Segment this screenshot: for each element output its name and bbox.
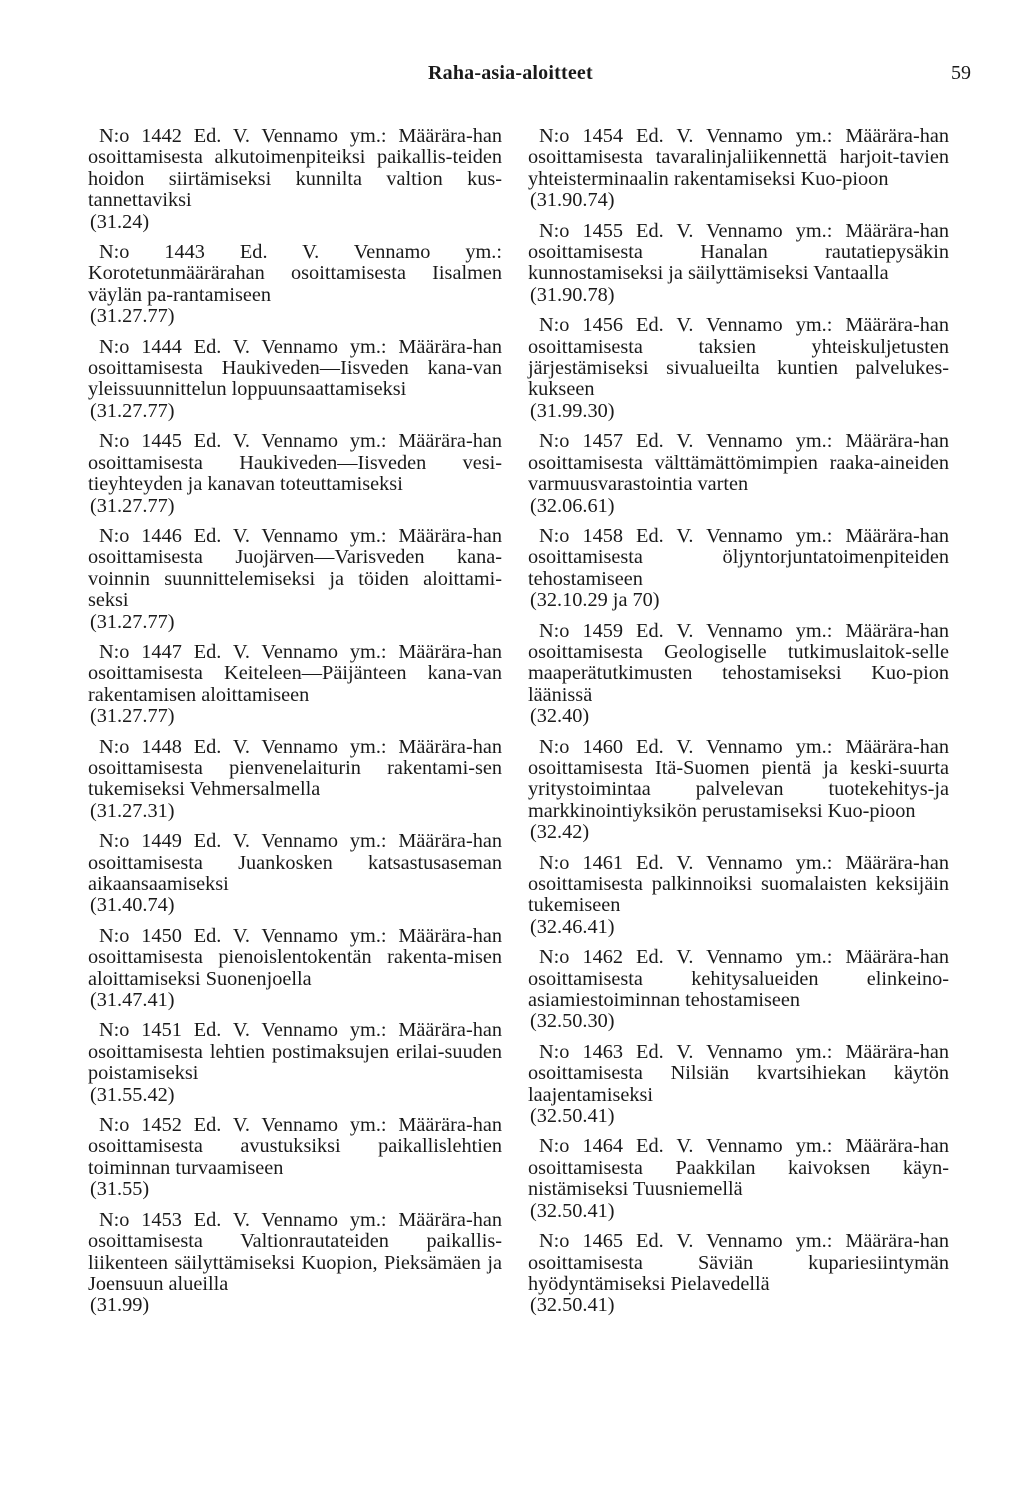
budget-code: (31.90.78) [530, 283, 615, 306]
motion-entry [88, 526, 502, 633]
motion-heading: N:o 1461 Ed. V. Vennamo ym.: Määrära- [539, 851, 920, 874]
motion-heading: N:o 1444 Ed. V. Vennamo ym.: Määrära- [99, 335, 473, 358]
motion-body: määrärahan osoittamisesta Iisalmen väylän pa-rantamiseen [88, 262, 502, 306]
motion-text [88, 737, 502, 801]
motion-text [528, 526, 949, 590]
budget-code: (31.27.77) [90, 399, 175, 422]
motion-entry [528, 1136, 949, 1222]
left-column [88, 126, 502, 1326]
motion-entry [88, 926, 502, 1012]
motion-body: han osoittamisesta taksien yhteiskuljetusten järjestämiseksi sivualueilta kuntien palvelukes-kukseen [528, 314, 949, 401]
motion-entry [528, 315, 949, 422]
motion-heading: N:o 1447 Ed. V. Vennamo ym.: Määrära- [99, 640, 473, 663]
motion-body: han osoittamisesta Säviän kupariesiintymän hyödyntämiseksi Pielavedellä [528, 1230, 949, 1295]
motion-heading: N:o 1457 Ed. V. Vennamo ym.: Määrära- [539, 430, 920, 453]
motion-text [528, 621, 949, 707]
motion-text [88, 642, 502, 706]
motion-text [528, 853, 949, 917]
motion-entry [528, 431, 949, 517]
budget-code: (32.50.41) [530, 1199, 615, 1222]
motion-body: han osoittamisesta Nilsiän kvartsihiekan käytön laajentamiseksi [528, 1040, 949, 1106]
budget-code: (31.27.77) [90, 610, 175, 633]
motion-text [528, 1136, 949, 1200]
motion-body: han osoittamisesta palkinnoiksi suomalaisten keksijäin tukemiseen [528, 851, 949, 917]
budget-code: (31.55.42) [90, 1083, 175, 1106]
motion-entry [528, 621, 949, 728]
motion-body: han osoittamisesta alkutoimenpiteiksi paikallis-teiden hoidon siirtämiseksi kunnilta valtion kus-tannettaviksi [88, 125, 502, 212]
motion-entry [88, 1020, 502, 1106]
motion-heading: N:o 1456 Ed. V. Vennamo ym.: Määrära- [539, 314, 920, 337]
motion-heading: N:o 1454 Ed. V. Vennamo ym.: Määrära- [539, 125, 920, 147]
motion-body: han osoittamisesta Keiteleen—Päijänteen kana-van rakentamisen aloittamiseen [88, 640, 502, 706]
budget-code: (31.27.77) [90, 705, 175, 728]
budget-code: (31.99.30) [530, 399, 615, 422]
motion-body: han osoittamisesta öljyntorjuntatoimenpiteiden tehostamiseen [528, 524, 949, 590]
motion-text [88, 831, 502, 895]
budget-code: (32.50.41) [530, 1294, 615, 1317]
motion-heading: N:o 1451 Ed. V. Vennamo ym.: Määrära- [99, 1019, 473, 1042]
motion-text [88, 1115, 502, 1179]
motion-heading: N:o 1459 Ed. V. Vennamo ym.: Määrära- [539, 619, 920, 642]
motion-entry [528, 737, 949, 844]
motion-text [88, 431, 502, 495]
motion-entry [88, 431, 502, 517]
motion-entry [88, 126, 502, 233]
budget-code: (31.27.77) [90, 305, 175, 328]
motion-heading: N:o 1458 Ed. V. Vennamo ym.: Määrära- [539, 524, 920, 547]
motion-heading: N:o 1446 Ed. V. Vennamo ym.: Määrära- [99, 524, 473, 547]
budget-code: (32.50.30) [530, 1010, 615, 1033]
motion-body: han osoittamisesta kehitysalueiden elinkeino-asiamiestoiminnan tehostamiseen [528, 946, 949, 1012]
budget-code: (31.47.41) [90, 989, 175, 1012]
motion-entry [528, 1042, 949, 1128]
motion-text [88, 337, 502, 401]
motion-body: han osoittamisesta pienoislentokentän rakenta-misen aloittamiseksi Suonenjoella [88, 924, 502, 990]
motion-text [88, 126, 502, 212]
motion-text [88, 1020, 502, 1084]
motion-body: han osoittamisesta Juankosken katsastusaseman aikaansaamiseksi [88, 830, 502, 895]
motion-text [528, 221, 949, 285]
budget-code: (32.42) [530, 821, 590, 844]
motion-body: han osoittamisesta Itä-Suomen pientä ja keski-suurta yritystoimintaa palvelevan tuotekehitys-ja markkinointiyksikön perustamiseksi Kuo-pioon [528, 735, 949, 822]
budget-code: (32.40) [530, 705, 590, 728]
budget-code: (31.24) [90, 210, 150, 233]
budget-code: (31.99) [90, 1294, 150, 1317]
motion-heading: N:o 1453 Ed. V. Vennamo ym.: Määrära- [99, 1208, 473, 1231]
motion-entry [528, 1231, 949, 1317]
motion-entry [88, 737, 502, 823]
motion-text [88, 526, 502, 612]
motion-text [528, 1042, 949, 1106]
budget-code: (32.10.29 ja 70) [530, 589, 660, 612]
motion-body: han osoittamisesta Juojärven—Varisveden kana-voinnin suunnittelemiseksi ja töiden aloittami-seksi [88, 524, 502, 612]
motion-heading: N:o 1449 Ed. V. Vennamo ym.: Määrära- [99, 830, 473, 853]
motion-text [528, 315, 949, 401]
budget-code: (32.46.41) [530, 915, 615, 938]
budget-code: (31.27.31) [90, 799, 175, 822]
motion-entry [528, 526, 949, 612]
motion-heading: N:o 1463 Ed. V. Vennamo ym.: Määrära- [539, 1040, 920, 1063]
motion-body: han osoittamisesta Paakkilan kaivoksen käyn-nistämiseksi Tuusniemellä [528, 1135, 949, 1201]
motion-body: han osoittamisesta tavaralinjaliikennettä harjoit-tavien yhteisterminaalin rakentamiseksi Kuo-pioon [528, 125, 949, 190]
motion-body: han osoittamisesta Haukiveden—Iisveden vesi-tieyhteyden ja kanavan toteuttamiseksi [88, 430, 502, 496]
motion-heading: N:o 1445 Ed. V. Vennamo ym.: Määrära- [99, 430, 473, 453]
motion-entry [528, 853, 949, 939]
motion-body: han osoittamisesta Geologiselle tutkimuslaitok-selle maaperätutkimusten tehostamiseksi Kuo-pion läänissä [528, 619, 949, 706]
motion-heading: N:o 1452 Ed. V. Vennamo ym.: Määrära- [99, 1114, 473, 1137]
budget-code: (31.55) [90, 1178, 150, 1201]
budget-code: (32.50.41) [530, 1105, 615, 1128]
motion-text [88, 926, 502, 990]
right-column [528, 126, 949, 1326]
motion-entry [88, 337, 502, 423]
motion-text [88, 1210, 502, 1296]
motion-body: han osoittamisesta Valtionrautateiden paikallis-liikenteen säilyttämiseksi Kuopion, Pieksämäen ja Joensuun alueilla [88, 1208, 502, 1295]
budget-code: (31.40.74) [90, 894, 175, 917]
motion-heading: N:o 1462 Ed. V. Vennamo ym.: Määrära- [539, 946, 920, 969]
motion-heading: N:o 1448 Ed. V. Vennamo ym.: Määrära- [99, 735, 473, 758]
motion-entry [528, 221, 949, 307]
motion-heading: N:o 1455 Ed. V. Vennamo ym.: Määrära- [539, 219, 920, 242]
motion-entry [88, 1115, 502, 1201]
motion-entry [88, 1210, 502, 1317]
budget-code: (32.06.61) [530, 494, 615, 517]
motion-heading: N:o 1442 Ed. V. Vennamo ym.: Määrära- [99, 125, 473, 147]
motion-entry [88, 242, 502, 328]
motion-text [88, 242, 502, 306]
motion-body: han osoittamisesta avustuksiksi paikallislehtien toiminnan turvaamiseen [88, 1114, 502, 1179]
motion-entry [528, 126, 949, 212]
motion-text [528, 431, 949, 495]
motion-text [528, 126, 949, 190]
motion-heading: N:o 1460 Ed. V. Vennamo ym.: Määrära- [539, 735, 920, 758]
page-number: 59 [951, 62, 971, 84]
motion-text [528, 947, 949, 1011]
motion-body: han osoittamisesta pienvenelaiturin rakentami-sen tukemiseksi Vehmersalmella [88, 735, 502, 801]
motion-heading: N:o 1443 Ed. V. Vennamo ym.: Korotetun [88, 241, 502, 285]
motion-heading: N:o 1464 Ed. V. Vennamo ym.: Määrära- [539, 1135, 920, 1158]
motion-body: han osoittamisesta Haukiveden—Iisveden kana-van yleissuunnittelun loppuunsaattamiseksi [88, 335, 502, 401]
motion-text [528, 1231, 949, 1295]
motion-entry [528, 947, 949, 1033]
budget-code: (31.90.74) [530, 189, 615, 212]
budget-code: (31.27.77) [90, 494, 175, 517]
motion-text [528, 737, 949, 823]
page-header [0, 62, 1024, 92]
motion-heading: N:o 1450 Ed. V. Vennamo ym.: Määrära- [99, 924, 473, 947]
motion-body: han osoittamisesta lehtien postimaksujen erilai-suuden poistamiseksi [88, 1019, 502, 1085]
motion-entry [88, 642, 502, 728]
motion-body: han osoittamisesta välttämättömimpien raaka-aineiden varmuusvarastointia varten [528, 430, 949, 496]
motion-heading: N:o 1465 Ed. V. Vennamo ym.: Määrära- [539, 1230, 920, 1253]
running-title: Raha-asia-aloitteet [428, 62, 593, 84]
motion-entry [88, 831, 502, 917]
motion-body: han osoittamisesta Hanalan rautatiepysäkin kunnostamiseksi ja säilyttämiseksi Vantaalla [528, 219, 949, 285]
